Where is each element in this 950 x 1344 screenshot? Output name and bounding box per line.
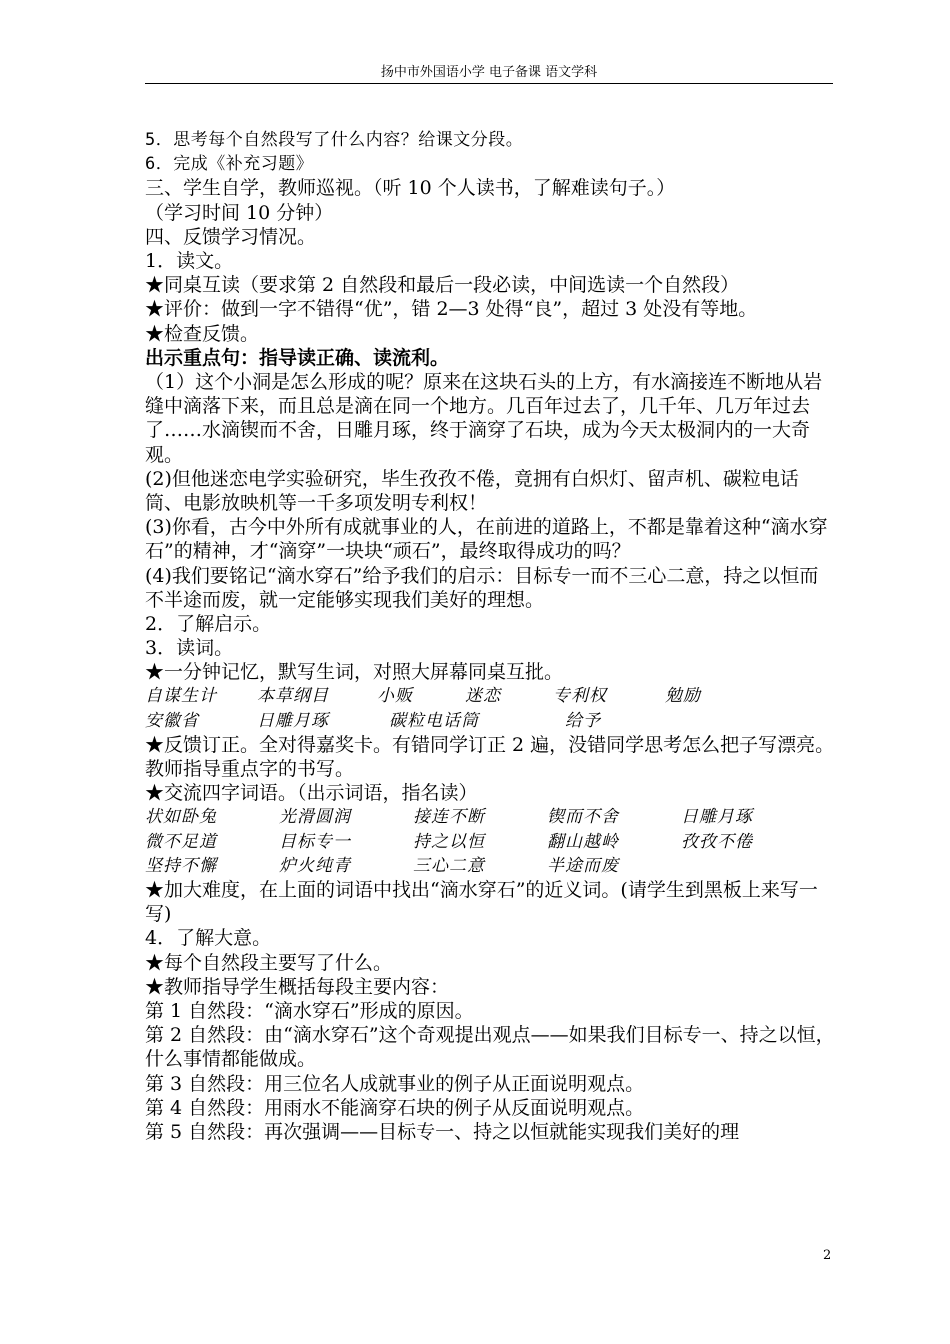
vocab-word: 专利权: [553, 686, 607, 707]
idiom-exchange: ★交流四字词语。（出示词语，指名读）: [145, 782, 478, 805]
dictation-instruction: ★一分钟记忆，默写生词，对照大屏幕同桌互批。: [145, 661, 564, 684]
idiom: 状如卧兔: [145, 807, 217, 828]
page-header: 扬中市外国语小学 电子备课 语文学科: [380, 65, 598, 80]
idiom: 翻山越岭: [547, 831, 619, 852]
paragraph-4-summary: 第 4 自然段：用雨水不能滴穿石块的例子从反面说明观点。: [145, 1096, 645, 1119]
key-sentences-heading: 出示重点句：指导读正确、读流利。: [145, 346, 450, 369]
key-sentence-4: (4)我们要铭记“滴水穿石”给予我们的启示：目标专一而不三心二意，持之以恒而不半途而废，就一定能够实现我们美好的理想。: [145, 564, 819, 611]
vocab-word: 小贩: [377, 686, 413, 707]
paragraph-1-summary: 第 1 自然段：“滴水穿石”形成的原因。: [145, 999, 474, 1022]
document-body: [145, 128, 835, 1144]
idiom: 目标专一: [279, 831, 351, 852]
idiom: 三心二意: [413, 855, 485, 876]
header-rule: [145, 83, 833, 84]
vocab-word: 迷恋: [465, 686, 501, 707]
idiom: 持之以恒: [413, 831, 485, 852]
idiom: 微不足道: [145, 831, 217, 852]
idiom: 锲而不舍: [547, 807, 619, 828]
item-6: 6．完成《补充习题》: [145, 154, 314, 175]
step-3-words: 3．读词。: [145, 637, 234, 660]
idiom: 接连不断: [413, 807, 485, 828]
step-1-read: 1．读文。: [145, 249, 234, 272]
key-sentence-2: (2)但他迷恋电学实验研究，毕生孜孜不倦，竟拥有白炽灯、留声机、碳粒电话筒、电影放映机等一千多项发明专利权！: [145, 467, 799, 514]
idiom: 孜孜不倦: [681, 831, 753, 852]
key-sentence-1: （1）这个小洞是怎么形成的呢？原来在这块石头的上方，有水滴接连不断地从岩缝中滴落下来，而且总是滴在同一个地方。几百年过去了，几千年、几万年过去了……水滴锲而不舍，日雕月琢，终于滴穿了石块，成为今天太极洞内的一大奇观。: [145, 370, 823, 466]
vocab-word: 给予: [565, 710, 601, 731]
idioms-row-3: [145, 854, 835, 878]
idioms-row-2: [145, 830, 835, 854]
step-4-main-idea: 4．了解大意。: [145, 927, 272, 950]
idiom: 半途而废: [547, 855, 619, 876]
pair-reading: ★同桌互读（要求第 2 自然段和最后一段必读，中间选读一个自然段）: [145, 274, 740, 297]
section-3-heading: 三、学生自学，教师巡视。（听 10 个人读书，了解难读句子。）: [145, 177, 676, 200]
idioms-row-1: [145, 805, 835, 829]
idiom: 日雕月琢: [681, 807, 753, 828]
step-2-inspiration: 2．了解启示。: [145, 612, 272, 635]
idiom: 光滑圆润: [279, 807, 351, 828]
paragraph-2-summary: 第 2 自然段：由“滴水穿石”这个奇观提出观点——如果我们目标专一、持之以恒，什么事情都能做成。: [145, 1024, 835, 1071]
paragraph-question: ★每个自然段主要写了什么。: [145, 951, 393, 974]
vocab-word: 安徽省: [145, 710, 199, 731]
vocab-word: 碳粒电话筒: [389, 710, 479, 731]
idiom: 炉火纯青: [279, 855, 351, 876]
item-5: 5．思考每个自然段写了什么内容？给课文分段。: [145, 130, 524, 150]
vocab-word: 本草纲目: [257, 686, 329, 707]
paragraph-3-summary: 第 3 自然段：用三位名人成就事业的例子从正面说明观点。: [145, 1072, 645, 1095]
section-4-heading: 四、反馈学习情况。: [145, 225, 317, 248]
vocab-word: 日雕月琢: [257, 710, 329, 731]
check-feedback: ★检查反馈。: [145, 322, 260, 345]
vocab-word: 自谋生计: [145, 686, 217, 707]
evaluation: ★评价：做到一字不错得“优”，错 2—3 处得“良”，超过 3 处没有等地。: [145, 298, 758, 321]
correction-feedback: ★反馈订正。全对得嘉奖卡。有错同学订正 2 遍，没错同学思考怎么把子写漂亮。教师指导重点字的书写。: [145, 733, 835, 781]
teacher-guidance: ★教师指导学生概括每段主要内容：: [145, 975, 450, 998]
idiom: 坚持不懈: [145, 855, 217, 876]
page-number: 2: [823, 1248, 832, 1263]
vocab-row-1: [145, 684, 835, 708]
vocab-row-2: [145, 709, 835, 733]
key-sentence-3: (3)你看，古今中外所有成就事业的人，在前进的道路上，不都是靠着这种“滴水穿石”的精神，才“滴穿”一块块“顽石”，最终取得成功的吗？: [145, 516, 828, 563]
vocab-word: 勉励: [665, 686, 701, 707]
paragraph-5-summary: 第 5 自然段：再次强调——目标专一、持之以恒就能实现我们美好的理: [145, 1120, 740, 1143]
harder-task: ★加大难度，在上面的词语中找出“滴水穿石”的近义词。(请学生到黑板上来写一写): [145, 879, 818, 926]
study-time-note: （学习时间 10 分钟）: [145, 201, 334, 224]
